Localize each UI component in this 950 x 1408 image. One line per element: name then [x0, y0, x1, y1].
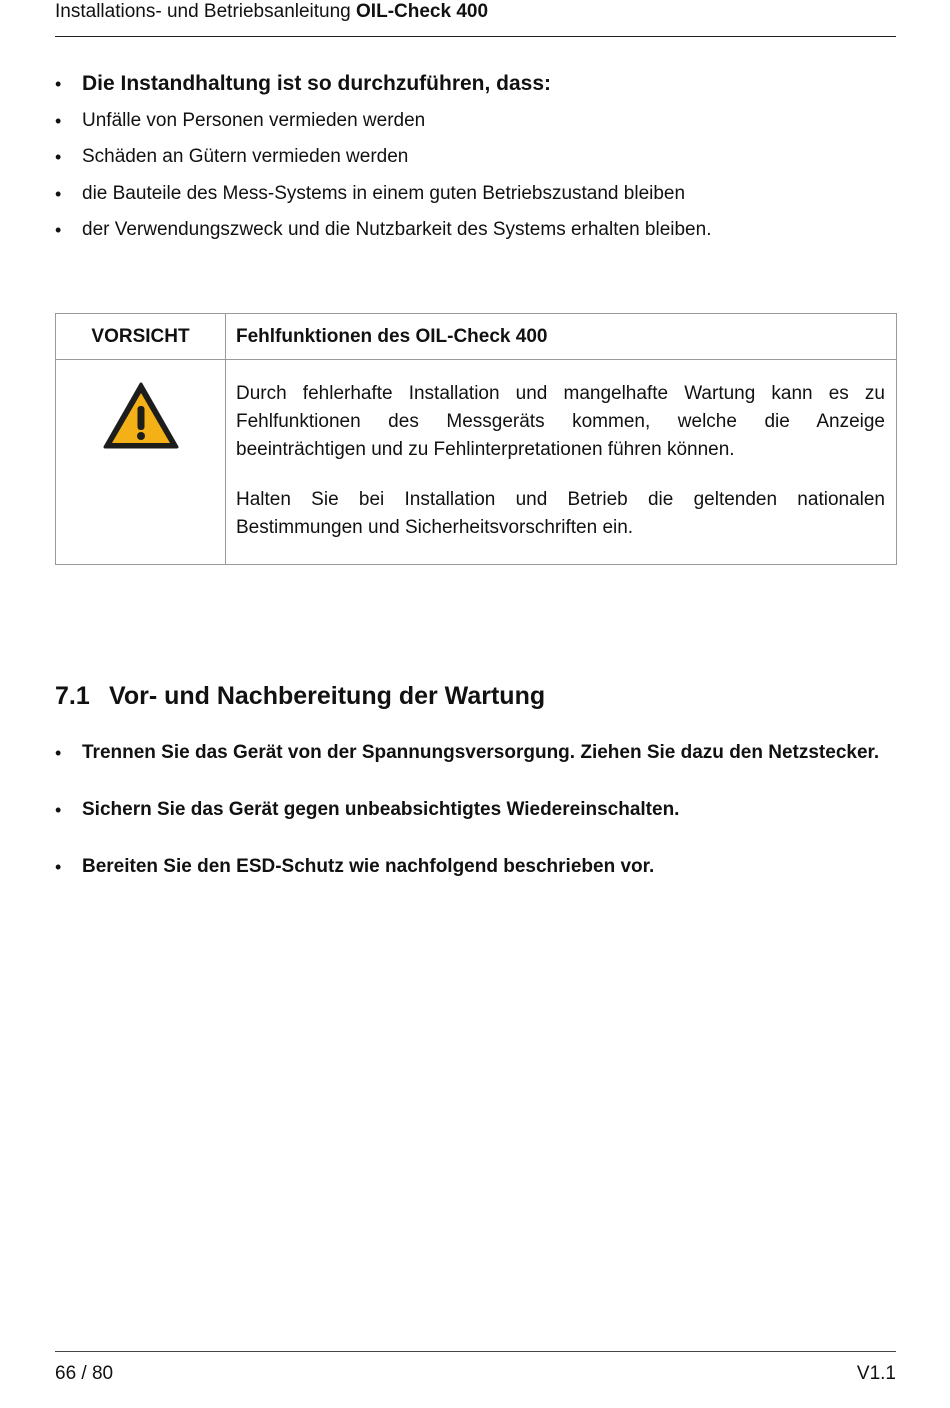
- bullet: •: [55, 800, 62, 820]
- bullet: •: [55, 857, 62, 877]
- warning-paragraph: Halten Sie bei Installation und Betrieb die geltenden nationalen Bestimmungen und Sicherheitsvorschriften ein.: [236, 489, 885, 538]
- list-item: [55, 73, 896, 110]
- document-version: V1.1: [856, 1363, 896, 1384]
- preparation-steps-list: [55, 739, 896, 910]
- page-header: [55, 0, 896, 37]
- list-item-text: Die Instandhaltung ist so durchzuführen, dass:: [82, 72, 552, 95]
- section-title: Vor- und Nachbereitung der Wartung: [109, 682, 546, 710]
- section-heading: [55, 681, 545, 711]
- list-item: [55, 146, 896, 183]
- maintenance-requirements-list: [55, 73, 896, 256]
- warning-title: Fehlfunktionen des OIL-Check 400: [226, 314, 897, 360]
- list-item-text: die Bauteile des Mess-Systems in einem guten Betriebszustand bleiben: [82, 182, 686, 204]
- page-footer: [55, 1351, 896, 1392]
- bullet: •: [55, 147, 62, 167]
- header-title-prefix: Installations- und Betriebsanleitung: [55, 1, 351, 22]
- list-item: [55, 110, 896, 147]
- warning-icon-cell: [56, 360, 226, 565]
- list-item: [55, 796, 896, 824]
- section-number: 7.1: [55, 682, 90, 710]
- header-title: [55, 1, 488, 23]
- page-number: 66 / 80: [55, 1363, 114, 1384]
- list-item: [55, 183, 896, 220]
- list-item-text: Sichern Sie das Gerät gegen unbeabsichtigtes Wiedereinschalten.: [82, 799, 680, 820]
- warning-label: VORSICHT: [56, 314, 226, 360]
- warning-box: [55, 313, 897, 565]
- bullet: •: [55, 743, 62, 763]
- list-item: [55, 739, 896, 767]
- list-item-text: Trennen Sie das Gerät von der Spannungsversorgung. Ziehen Sie dazu den Netzstecker.: [82, 742, 880, 763]
- list-item-text: Schäden an Gütern vermieden werden: [82, 146, 409, 167]
- bullet: •: [55, 110, 62, 131]
- warning-paragraph: Durch fehlerhafte Installation und mangelhafte Wartung kann es zu Fehlfunktionen des Messgeräts kommen, welche die Anzeige beeinträchtigen und zu Fehlinterpretationen führen können.: [236, 383, 885, 460]
- header-product-name: OIL-Check 400: [356, 1, 489, 22]
- bullet: •: [55, 74, 62, 94]
- list-item: [55, 219, 896, 256]
- list-item: [55, 853, 896, 881]
- warning-body: [226, 360, 897, 565]
- bullet: •: [55, 220, 62, 240]
- list-item-text: Unfälle von Personen vermieden werden: [82, 109, 426, 131]
- bullet: •: [55, 183, 62, 204]
- list-item-text: der Verwendungszweck und die Nutzbarkeit des Systems erhalten bleiben.: [82, 219, 712, 240]
- list-item-text: Bereiten Sie den ESD-Schutz wie nachfolgend beschrieben vor.: [82, 856, 655, 877]
- warning-triangle-icon: [103, 382, 179, 454]
